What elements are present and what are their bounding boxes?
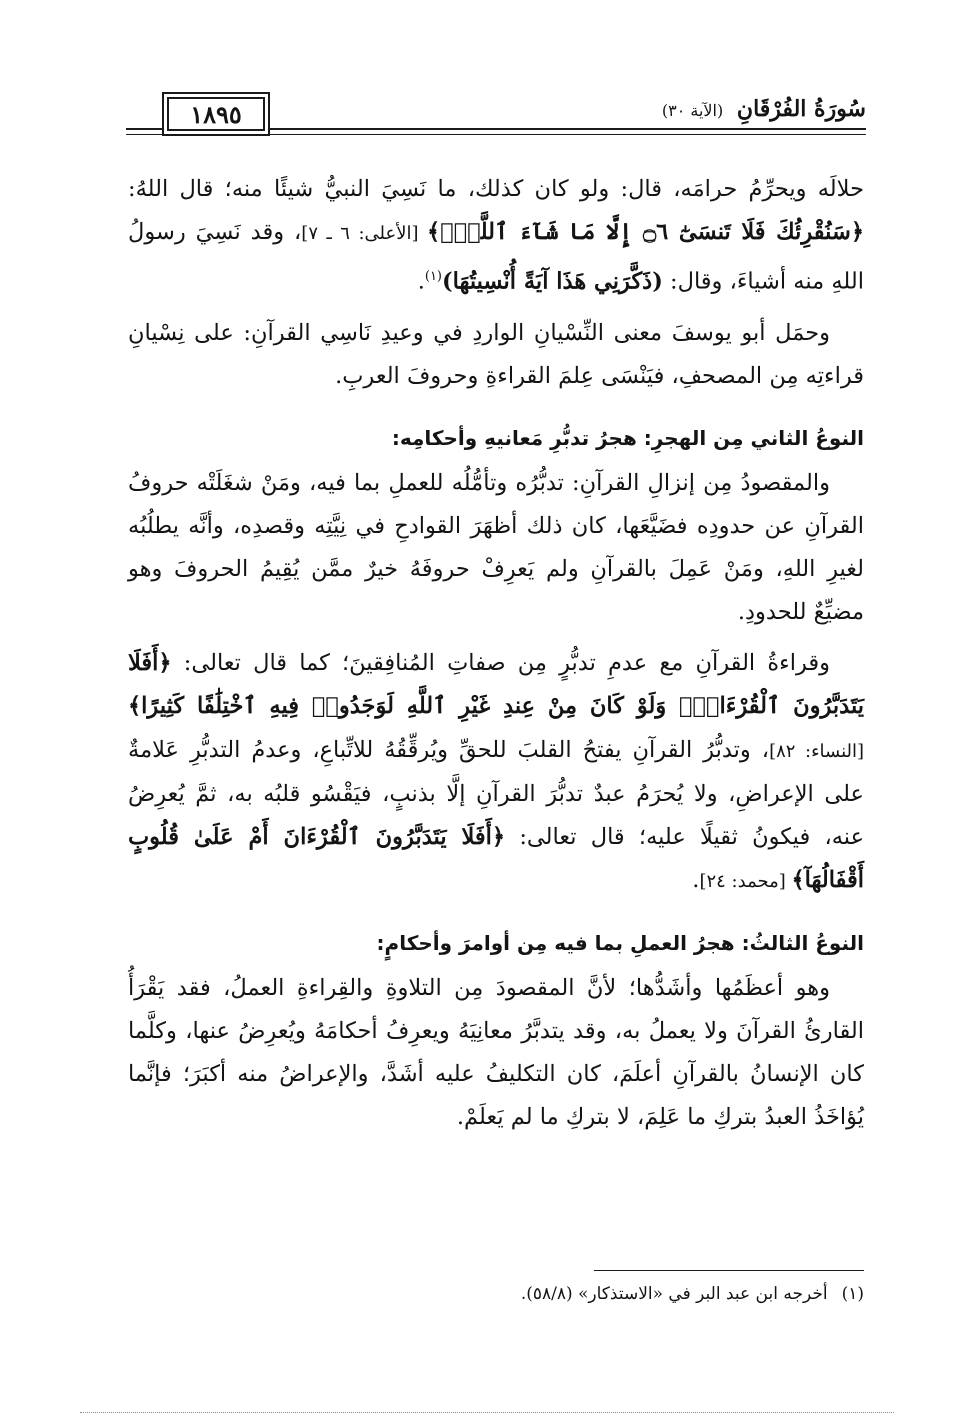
paragraph-2: وحمَل أبو يوسفَ معنى النِّسْيانِ الواردِ في وعيدِ نَاسِي القرآنِ: على نِسْيانِ قراءتِه مِن المصحفِ، فيَنْسَى عِلمَ القراءةِ وحروفَ العربِ. (128, 319, 864, 389)
hadith-quote: (ذَكَّرَنِي هَذَا آيَةً أُنْسِيتُهَا) (442, 268, 663, 295)
text-run: . (417, 268, 425, 295)
text-run: ، وقد نَسِيَ رسولُ اللهِ منه أشياءَ، وقال: (128, 219, 864, 295)
scan-edge-line (80, 1412, 894, 1413)
paragraph-4 (128, 642, 864, 903)
footnotes (124, 1280, 864, 1308)
text-run: . (692, 866, 700, 893)
footnote-1 (124, 1280, 864, 1308)
text-run: وقراءةُ القرآنِ مع عدمِ تدبُّرٍ مِن صفاتِ المُنافِقينَ؛ كما قال تعالى: (171, 649, 830, 676)
text-run: ، وتدبُّرُ القرآنِ يفتحُ القلبَ للحقِّ ويُرقِّقُهُ للاتِّباعِ، وعدمُ التدبُّرِ عَلامةٌ على الإعراضِ، ولا يُحرَمُ عبدٌ تدبُّرَ القرآنِ إلَّا بذنبٍ، فيَقْسُو قلبُه به، ثمَّ يُعرِضُ عنه، فيكونُ ثقيلًا عليه؛ قال تعالى: (128, 736, 864, 850)
verse-reference: (الآية ٣٠) (661, 101, 724, 120)
section-heading-3: النوعُ الثالثُ: هجرُ العملِ بما فيه مِن أوامرَ وأحكامٍ: (376, 930, 864, 955)
quran-verse: ﴿سَنُقْرِئُكَ فَلَا تَنسَىٰٓ ۝٦ إِلَّا مَا شَآءَ ٱللَّهُۚ﴾ (427, 219, 865, 245)
verse-citation: [النساء: ٨٢] (769, 740, 865, 762)
surah-title: سُورَةُ الفُرْقَانِ (736, 96, 866, 122)
footnote-marker: (١) (424, 269, 442, 284)
footnote-separator (594, 1270, 864, 1271)
quran-verse: ﴿أَفَلَا يَتَدَبَّرُونَ ٱلْقُرْءَانَ أَمْ عَلَىٰ قُلُوبٍ أَقْفَالُهَآ﴾ (128, 823, 864, 893)
footnote-number: (١) (841, 1284, 864, 1304)
quran-verse: ﴿أَفَلَا يَتَدَبَّرُونَ ٱلْقُرْءَانَۚ وَلَوْ كَانَ مِنْ عِندِ غَيْرِ ٱللَّهِ لَوَجَدُوا۟ فِيهِ ٱخْتِلَٰفًا كَثِيرًا﴾ (128, 649, 864, 719)
verse-citation: [الأعلى: ٦ ـ ٧] (301, 223, 428, 244)
section-heading-2: النوعُ الثاني مِن الهجرِ: هجرُ تدبُّرِ مَعانيهِ وأحكامِه: (391, 425, 864, 450)
paragraph-3: والمقصودُ مِن إنزالِ القرآنِ: تدبُّرُه وتأمُّلُه للعملِ بما فيه، ومَنْ شغَلَتْه حروفُ القرآنِ عن حدودِه فضَيَّعَها، كان ذلك أظهَرَ القوادحِ في نِيَّتِه وقصدِه، وأنَّه يطلُبُه لغيرِ اللهِ، ومَنْ عَمِلَ بالقرآنِ ولم يَعرِفْ حروفَهُ خيرٌ ممَّن يُقِيمُ الحروفَ وهو مضيِّعٌ للحدودِ. (128, 469, 864, 625)
paragraph-5: وهو أعظَمُها وأشَدُّها؛ لأنَّ المقصودَ مِن التلاوةِ والقِراءةِ العملُ، فقد يَقْرَأُ القارئُ القرآنَ ولا يعملُ به، وقد يتدبَّرُ معانِيَهُ ويعرِفُ أحكامَهُ ويُعرِضُ عنها، وكلَّما كان الإنسانُ بالقرآنِ أعلَمَ، كان التكليفُ عليه أشَدَّ، والإعراضُ منه أكبَرَ؛ فإنَّما يُؤاخَذُ العبدُ بتركِ ما عَلِمَ، لا بتركِ ما لم يَعلَمْ. (128, 974, 864, 1130)
page-number: ١٨٩٥ (167, 97, 265, 131)
text-run: حلالَه ويحرِّمُ حرامَه، قال: ولو كان كذلك، ما نَسِيَ النبيُّ شيئًا منه؛ قال اللهُ: (128, 176, 864, 202)
page-header (126, 92, 866, 150)
page-body (128, 168, 864, 1139)
verse-citation: [محمد: ٢٤] (699, 870, 792, 892)
footnote-text: أخرجه ابن عبد البر في «الاستذكار» (٥٨/٨). (520, 1284, 828, 1304)
running-title (654, 94, 866, 126)
page-number-box (162, 92, 270, 136)
paragraph-1 (128, 168, 864, 304)
